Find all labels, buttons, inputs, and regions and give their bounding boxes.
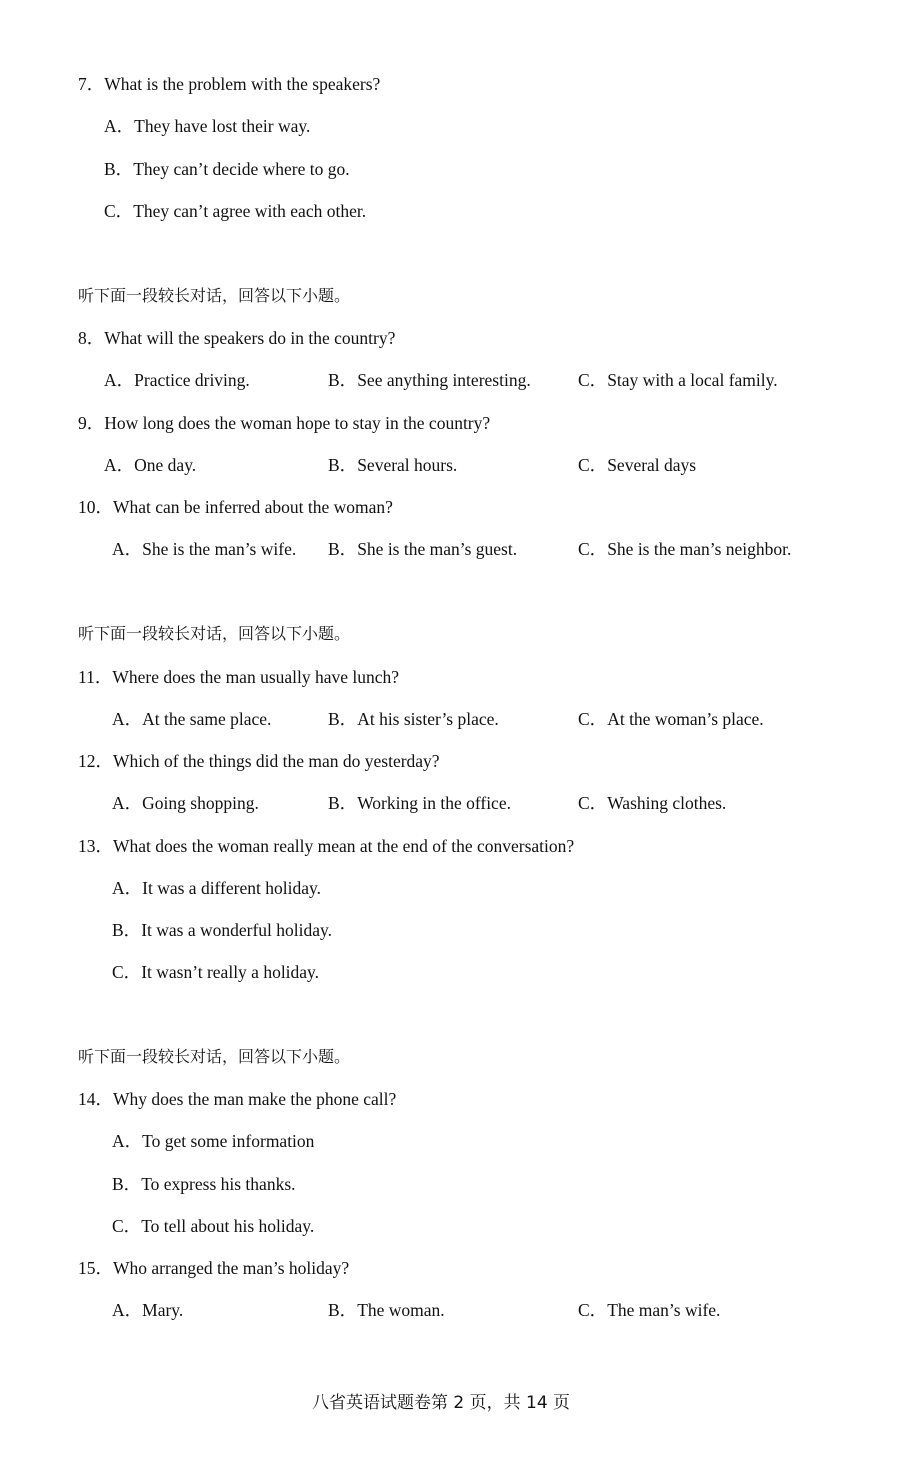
q9-option-c xyxy=(578,454,696,476)
question-text: How long does the woman hope to stay in the country? xyxy=(104,413,491,433)
option-text: It wasn’t really a holiday. xyxy=(141,962,320,982)
question-number: 11． xyxy=(78,667,113,687)
option-label: C． xyxy=(578,1300,608,1320)
option-label: B． xyxy=(328,455,358,475)
q14-option-c xyxy=(112,1215,314,1237)
q14-option-a xyxy=(112,1130,314,1152)
q10-option-b xyxy=(328,538,517,560)
option-text: Several days xyxy=(607,455,697,475)
question-10 xyxy=(78,496,393,518)
option-text: At the same place. xyxy=(142,709,272,729)
option-text: She is the man’s wife. xyxy=(142,539,297,559)
section-heading: 听下面一段较长对话，回答以下小题。 xyxy=(78,1047,351,1066)
question-number: 13． xyxy=(78,836,113,856)
option-label: A． xyxy=(104,370,135,390)
q13-option-c xyxy=(112,961,319,983)
question-13 xyxy=(78,835,574,857)
q7-option-b xyxy=(104,158,350,180)
section-heading: 听下面一段较长对话，回答以下小题。 xyxy=(78,624,351,643)
option-label: A． xyxy=(112,709,143,729)
q12-option-b xyxy=(328,792,511,814)
q10-option-a xyxy=(112,538,296,560)
option-text: It was a wonderful holiday. xyxy=(141,920,333,940)
q9-option-a xyxy=(104,454,196,476)
q12-option-a xyxy=(112,792,259,814)
q8-option-b xyxy=(328,369,531,391)
option-text: Practice driving. xyxy=(134,370,250,390)
option-text: Stay with a local family. xyxy=(607,370,778,390)
option-label: C． xyxy=(578,793,608,813)
option-label: A． xyxy=(112,1131,143,1151)
question-number: 12． xyxy=(78,751,113,771)
question-number: 7． xyxy=(78,74,105,94)
question-text: What will the speakers do in the country? xyxy=(104,328,396,348)
option-text: To tell about his holiday. xyxy=(141,1216,315,1236)
question-number: 14． xyxy=(78,1089,113,1109)
question-number: 9． xyxy=(78,413,105,433)
question-15 xyxy=(78,1257,349,1279)
q11-option-c xyxy=(578,708,764,730)
question-number: 8． xyxy=(78,328,105,348)
q11-option-a xyxy=(112,708,271,730)
question-text: Which of the things did the man do yesterday? xyxy=(113,751,440,771)
q7-option-c xyxy=(104,200,366,222)
question-9 xyxy=(78,412,490,434)
option-label: B． xyxy=(104,159,134,179)
option-label: A． xyxy=(112,1300,143,1320)
q9-option-b xyxy=(328,454,457,476)
question-text: Where does the man usually have lunch? xyxy=(112,667,400,687)
option-text: The woman. xyxy=(357,1300,445,1320)
option-text: Washing clothes. xyxy=(607,793,727,813)
question-7 xyxy=(78,73,380,95)
option-text: At his sister’s place. xyxy=(357,709,499,729)
option-text: To express his thanks. xyxy=(141,1174,296,1194)
option-label: B． xyxy=(328,1300,358,1320)
option-label: C． xyxy=(112,962,142,982)
section-heading: 听下面一段较长对话，回答以下小题。 xyxy=(78,286,351,305)
question-text: Who arranged the man’s holiday? xyxy=(113,1258,350,1278)
option-text: One day. xyxy=(134,455,197,475)
option-label: B． xyxy=(328,709,358,729)
option-text: She is the man’s guest. xyxy=(357,539,518,559)
option-text: To get some information xyxy=(142,1131,315,1151)
option-text: Several hours. xyxy=(357,455,458,475)
page-footer: 八省英语试题卷第 2 页，共 14 页 xyxy=(312,1393,571,1413)
question-text: What can be inferred about the woman? xyxy=(113,497,393,517)
option-label: B． xyxy=(112,920,142,940)
option-label: A． xyxy=(112,878,143,898)
q15-option-a xyxy=(112,1299,183,1321)
q8-option-c xyxy=(578,369,778,391)
option-text: They can’t agree with each other. xyxy=(133,201,367,221)
q14-option-b xyxy=(112,1173,296,1195)
option-text: They have lost their way. xyxy=(134,116,311,136)
option-text: At the woman’s place. xyxy=(607,709,764,729)
option-label: C． xyxy=(578,709,608,729)
option-label: B． xyxy=(328,539,358,559)
option-label: B． xyxy=(328,370,358,390)
q15-option-b xyxy=(328,1299,445,1321)
q10-option-c xyxy=(578,538,791,560)
option-label: C． xyxy=(578,370,608,390)
option-text: Working in the office. xyxy=(357,793,511,813)
option-text: See anything interesting. xyxy=(357,370,531,390)
option-text: Going shopping. xyxy=(142,793,259,813)
q13-option-b xyxy=(112,919,332,941)
question-8 xyxy=(78,327,395,349)
q13-option-a xyxy=(112,877,321,899)
option-label: B． xyxy=(112,1174,142,1194)
option-label: A． xyxy=(112,539,143,559)
option-text: They can’t decide where to go. xyxy=(133,159,350,179)
q7-option-a xyxy=(104,115,310,137)
option-text: It was a different holiday. xyxy=(142,878,321,898)
q12-option-c xyxy=(578,792,726,814)
question-12 xyxy=(78,750,440,772)
option-label: A． xyxy=(112,793,143,813)
option-label: C． xyxy=(104,201,134,221)
option-label: C． xyxy=(578,455,608,475)
option-label: B． xyxy=(328,793,358,813)
question-text: What does the woman really mean at the end of the conversation? xyxy=(113,836,575,856)
q8-option-a xyxy=(104,369,250,391)
question-11 xyxy=(78,666,399,688)
option-text: She is the man’s neighbor. xyxy=(607,539,792,559)
question-text: Why does the man make the phone call? xyxy=(113,1089,397,1109)
question-number: 10． xyxy=(78,497,113,517)
option-text: Mary. xyxy=(142,1300,184,1320)
question-text: What is the problem with the speakers? xyxy=(104,74,381,94)
option-label: C． xyxy=(578,539,608,559)
question-number: 15． xyxy=(78,1258,113,1278)
option-text: The man’s wife. xyxy=(607,1300,721,1320)
option-label: A． xyxy=(104,455,135,475)
q15-option-c xyxy=(578,1299,720,1321)
q11-option-b xyxy=(328,708,499,730)
question-14 xyxy=(78,1088,396,1110)
option-label: C． xyxy=(112,1216,142,1236)
option-label: A． xyxy=(104,116,135,136)
